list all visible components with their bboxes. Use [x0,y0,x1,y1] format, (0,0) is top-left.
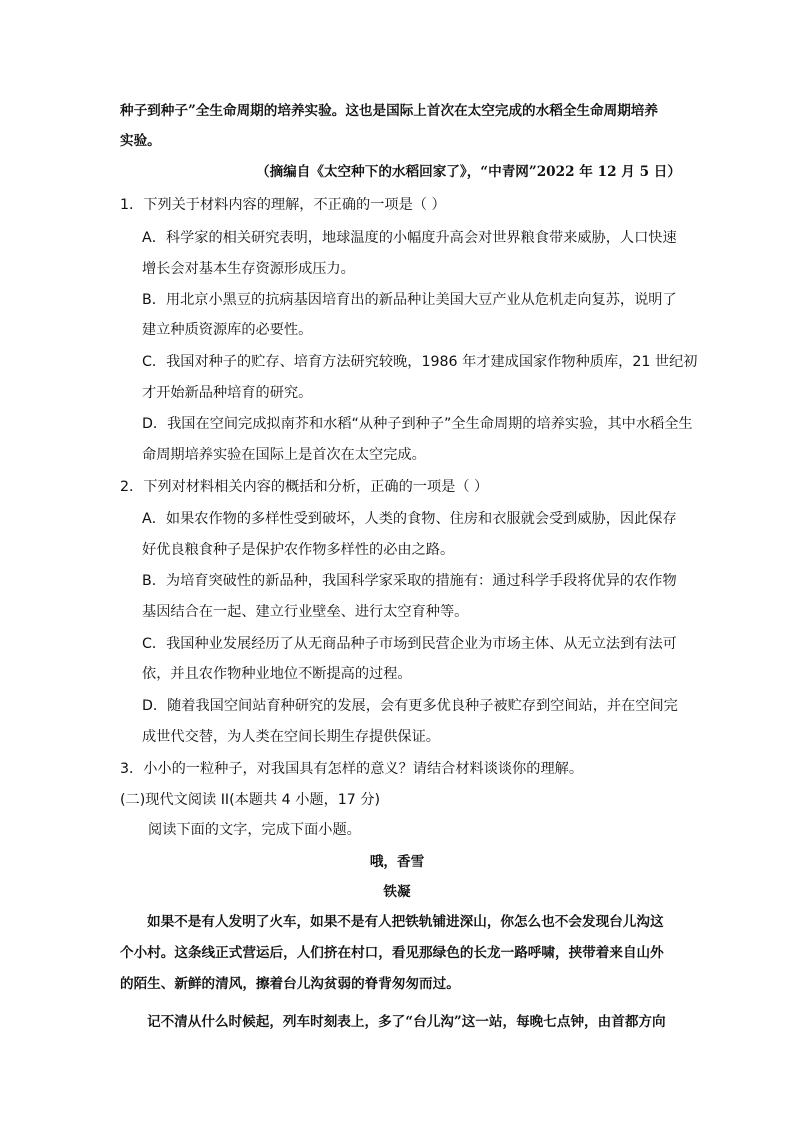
question-1-stem: 1．下列关于材料内容的理解，不正确的一项是（ ） [120,197,446,213]
article-paragraph-line: 的陌生、新鲜的清风，擦着台儿沟贫弱的脊背匆匆而过。 [120,976,460,992]
article-paragraph-line: 记不清从什么时候起，列车时刻表上，多了“台儿沟”这一站，每晚七点钟，由首都方向 [147,1014,666,1030]
q2-option-c: C．我国种业发展经历了从无商品种子市场到民营企业为市场主体、从无立法到有法可 [142,636,677,652]
article-author: 铁凝 [383,884,411,900]
passage-line: 实验。 [120,133,161,149]
q2-option-b: B．为培育突破性的新品种，我国科学家采取的措施有：通过科学手段将优异的农作物 [142,573,677,589]
passage-line: 种子到种子”全生命周期的培养实验。这也是国际上首次在太空完成的水稻全生命周期培养 [120,103,658,119]
q2-option-b-cont: 基因结合在一起、建立行业壁垒、进行太空育种等。 [142,604,469,620]
q2-option-d: D．随着我国空间站育种研究的发展，会有更多优良种子被贮存到空间站，并在空间完 [142,698,678,714]
article-paragraph-line: 如果不是有人发明了火车，如果不是有人把铁轨铺进深山，你怎么也不会发现台儿沟这 [147,914,664,930]
question-3-stem: 3．小小的一粒种子，对我国具有怎样的意义？请结合材料谈谈你的理解。 [120,761,584,777]
article-paragraph-line: 个小村。这条线正式营运后，人们挤在村口，看见那绿色的长龙一路呼啸，挟带着来自山外 [120,945,664,961]
question-2-stem: 2．下列对材料相关内容的概括和分析，正确的一项是（ ） [120,479,489,495]
q2-option-a-cont: 好优良粮食种子是保护农作物多样性的必由之路。 [142,542,455,558]
q2-option-a: A．如果农作物的多样性受到破坏，人类的食物、住房和衣服就会受到威胁，因此保存 [142,511,677,527]
q2-option-d-cont: 成世代交替，为人类在空间长期生存提供保证。 [142,729,440,745]
q1-option-c-cont: 才开始新品种培育的研究。 [142,385,313,401]
article-title: 哦，香雪 [369,854,425,870]
q1-option-d: D．我国在空间完成拟南芥和水稻“从种子到种子”全生命周期的培养实验，其中水稻全生 [142,416,693,432]
q1-option-b-cont: 建立种质资源库的必要性。 [142,322,313,338]
q1-option-b: B．用北京小黑豆的抗病基因培育出的新品种让美国大豆产业从危机走向复苏，说明了 [142,292,677,308]
section-instruction: 阅读下面的文字，完成下面小题。 [148,822,361,838]
section-heading: (二)现代文阅读 II(本题共 4 小题，17 分) [120,792,381,808]
source-citation: （摘编自《太空种下的水稻回家了》，“中青网”2022 年 12 月 5 日） [256,164,681,180]
q2-option-c-cont: 依，并且农作物种业地位不断提高的过程。 [142,666,412,682]
q1-option-a-cont: 增长会对基本生存资源形成压力。 [142,261,355,277]
q1-option-c: C．我国对种子的贮存、培育方法研究较晚，1986 年才建成国家作物种质库，21 世纪初 [142,354,698,370]
q1-option-a: A．科学家的相关研究表明，地球温度的小幅度升高会对世界粮食带来威胁，人口快速 [142,230,677,246]
q1-option-d-cont: 命周期培养实验在国际上是首次在太空完成。 [142,447,426,463]
